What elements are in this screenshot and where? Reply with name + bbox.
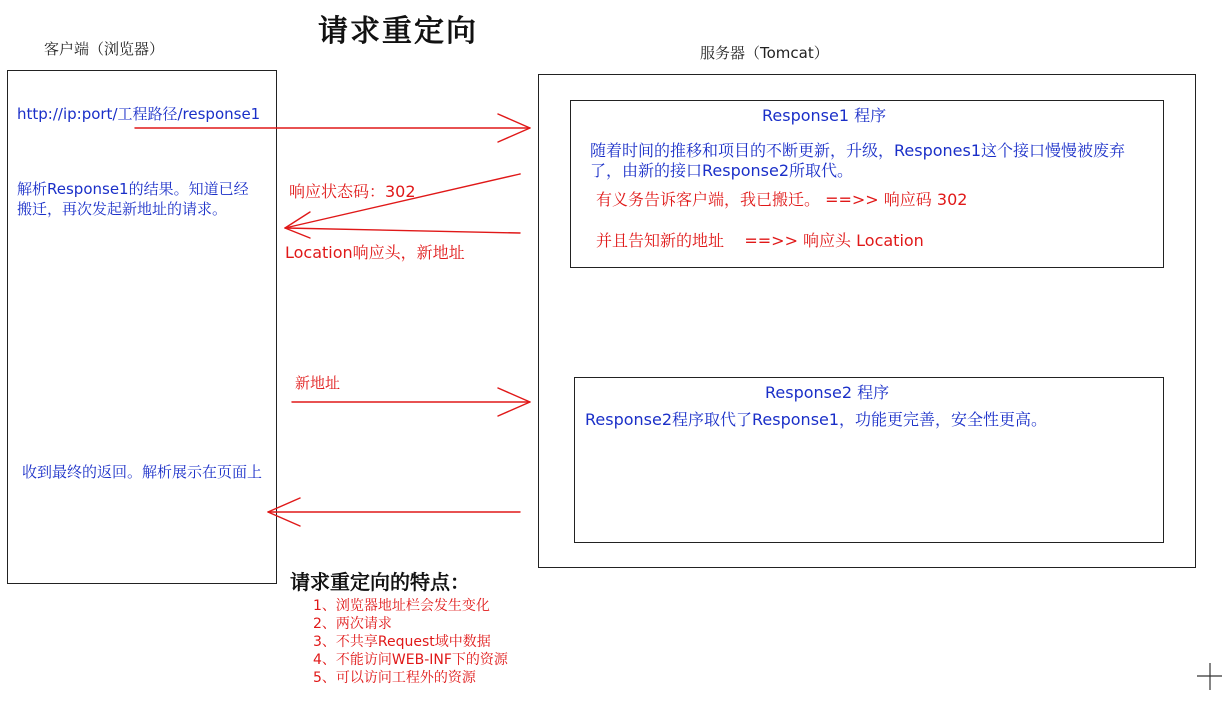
client-parse-text: 解析Response1的结果。知道已经搬迁，再次发起新地址的请求。: [17, 180, 249, 218]
feature-item: 4、不能访问WEB-INF下的资源: [313, 652, 508, 668]
new-address-label: 新地址: [295, 374, 341, 392]
request-arrow-1: [135, 114, 530, 142]
response2-title: Response2 程序: [765, 383, 890, 402]
features-title: 请求重定向的特点：: [290, 570, 470, 594]
response1-desc: 随着时间的推移和项目的不断更新，升级，Respones1这个接口慢慢被废弃了，由新的接口Response2所取代。: [590, 141, 1126, 180]
client-final-text: 收到最终的返回。解析展示在页面上: [22, 463, 263, 481]
location-header-label: Location响应头，新地址: [285, 243, 465, 262]
redirect-response-arrow: [285, 174, 520, 238]
client-label: 客户端（浏览器）: [44, 40, 165, 58]
response1-status-line: 有义务告诉客户端，我已搬迁。 ==>> 响应码 302: [596, 190, 968, 209]
features-list: [313, 597, 508, 687]
request-url: http://ip:port/工程路径/response1: [17, 105, 261, 123]
final-response-arrow: [268, 498, 520, 526]
response1-title: Response1 程序: [762, 106, 887, 125]
feature-item: 5、可以访问工程外的资源: [313, 670, 476, 686]
request-arrow-2: [292, 388, 530, 416]
feature-item: 2、两次请求: [313, 616, 392, 632]
diagram-title: 请求重定向: [318, 14, 478, 49]
crosshair-cursor-icon: [1197, 663, 1222, 690]
response2-desc: Response2程序取代了Response1，功能更完善，安全性更高。: [585, 410, 1048, 429]
server-label: 服务器（Tomcat）: [700, 44, 829, 62]
feature-item: 1、浏览器地址栏会发生变化: [313, 598, 490, 614]
feature-item: 3、不共享Request域中数据: [313, 634, 491, 650]
response1-location-line: 并且告知新的地址 ==>> 响应头 Location: [596, 231, 924, 250]
status-code-label: 响应状态码：302: [289, 182, 416, 201]
